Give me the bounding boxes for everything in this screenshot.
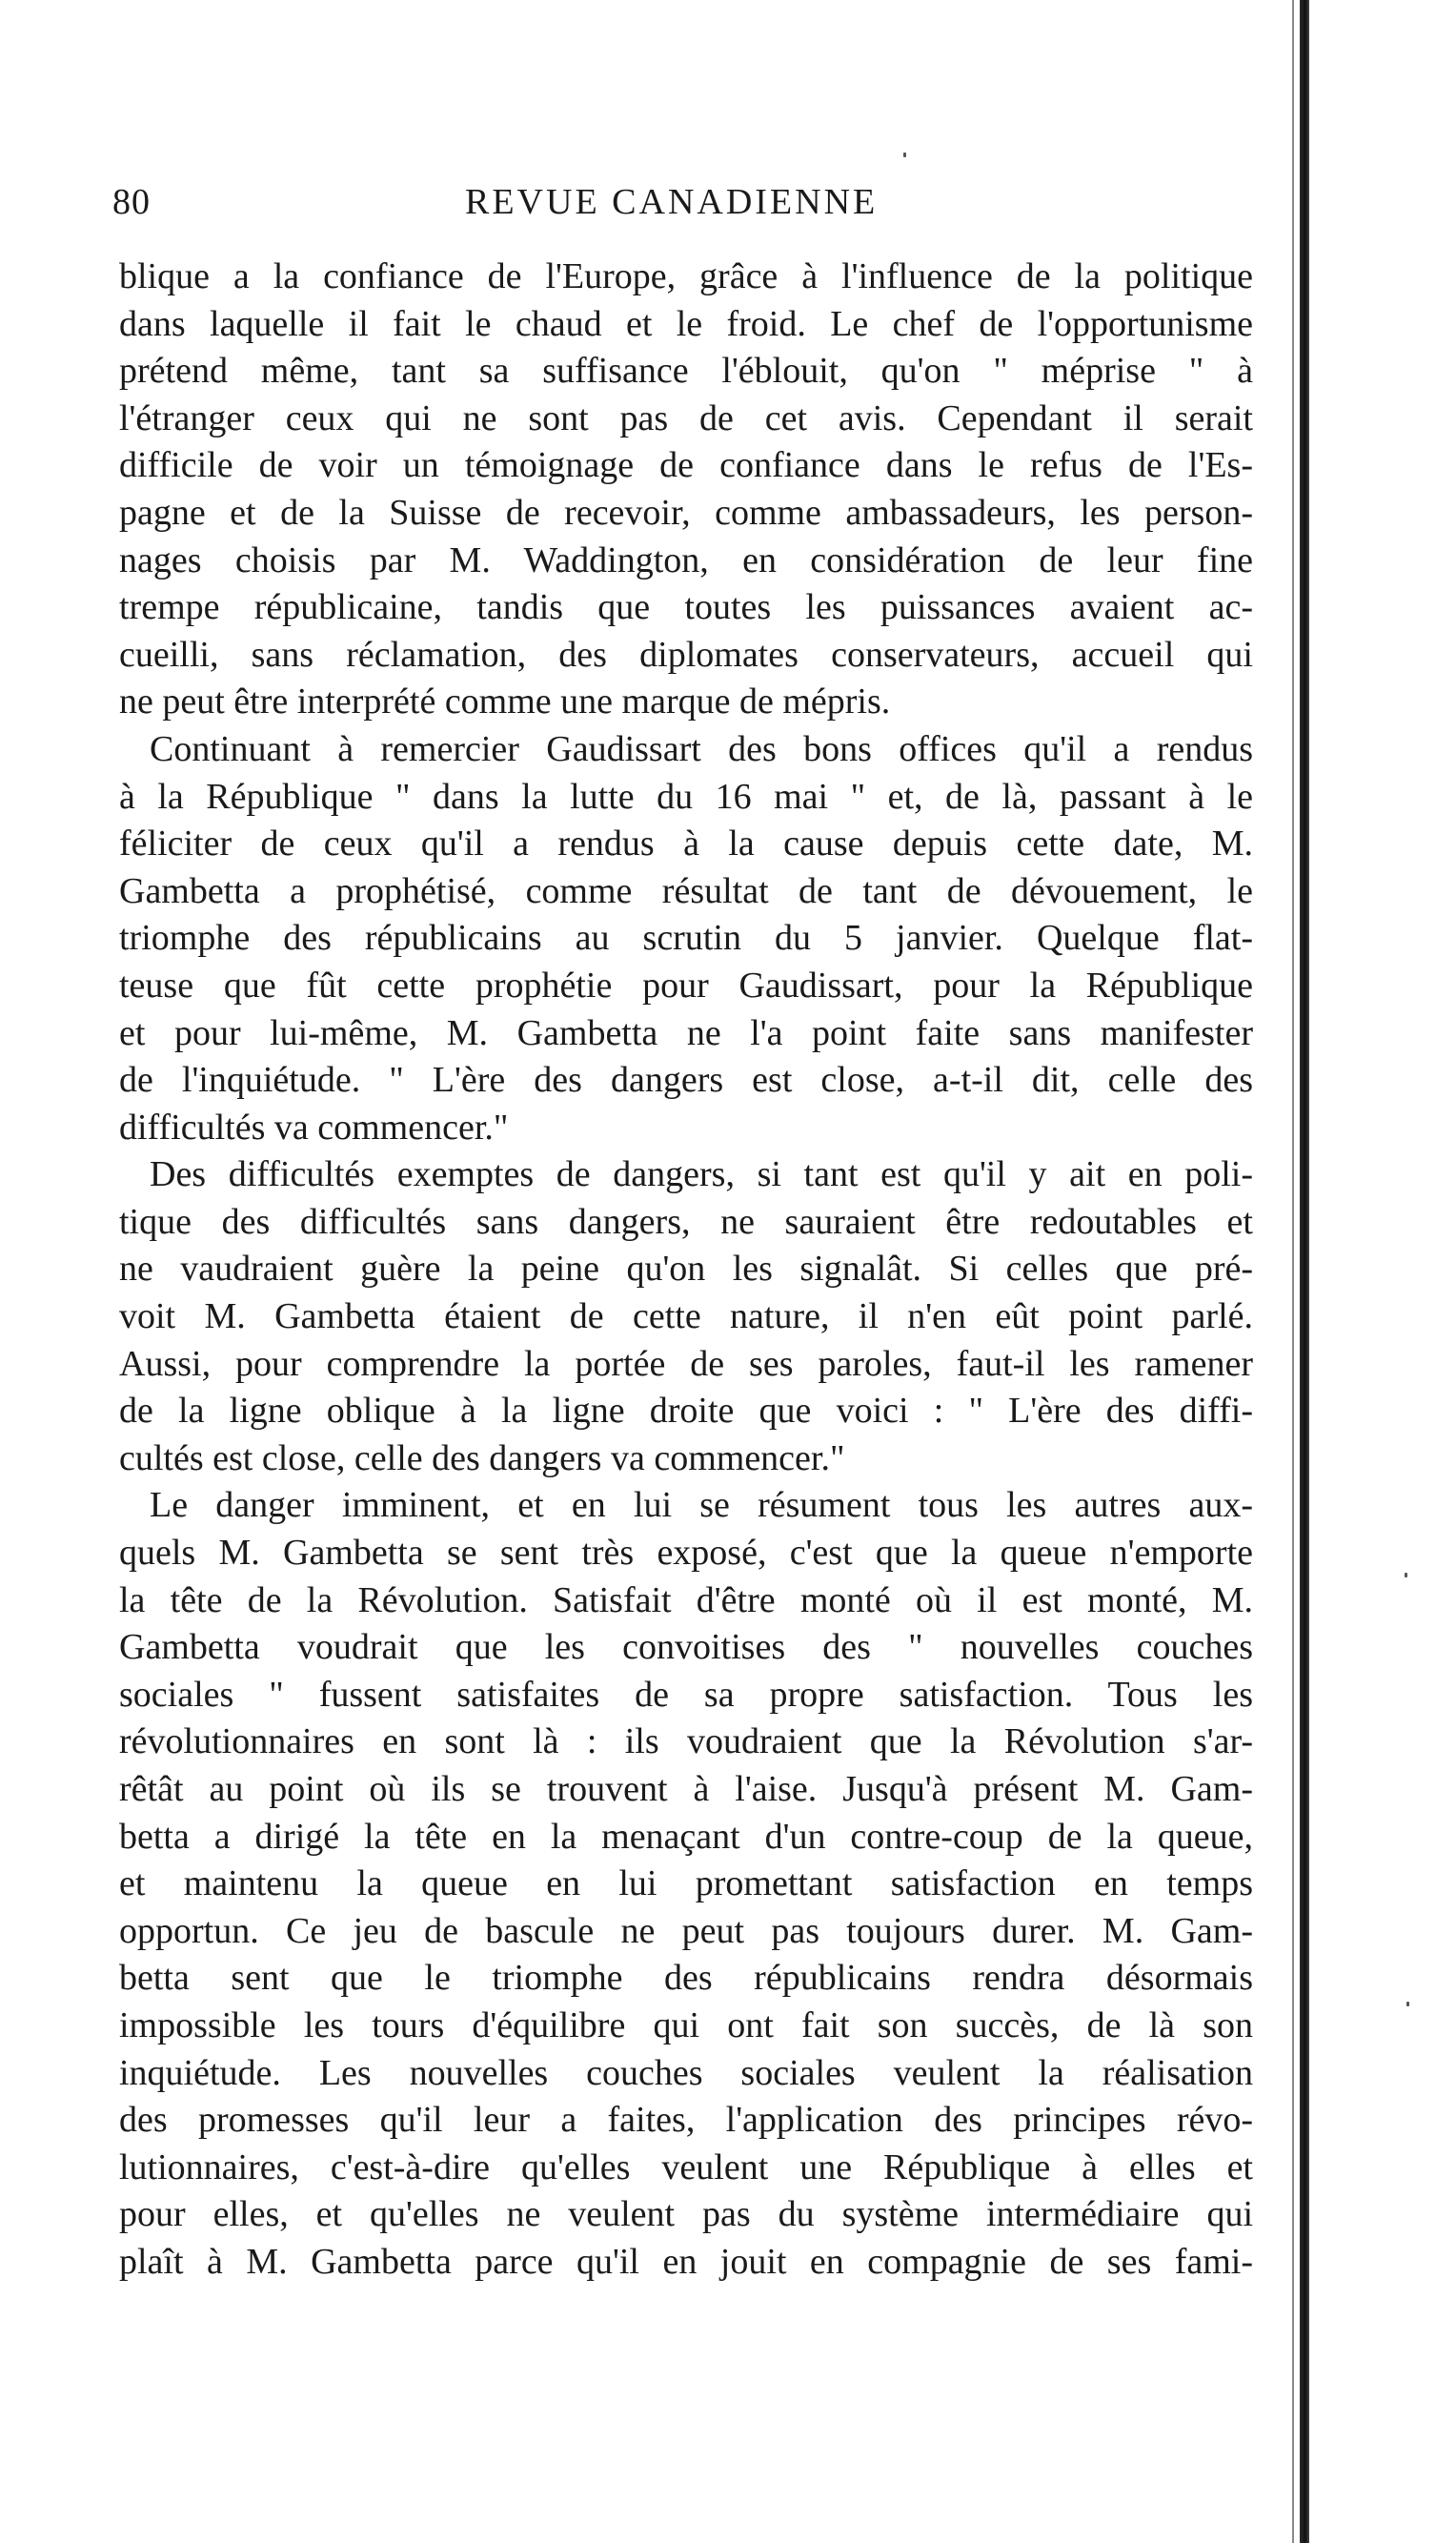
text-line: Gambetta voudrait que les convoitises des " nouvelles couches bbox=[119, 1627, 1253, 1668]
text-line: voit M. Gambetta étaient de cette nature, il n'en eût point parlé. bbox=[119, 1296, 1253, 1337]
text-line: blique a la confiance de l'Europe, grâce à l'influence de la politique bbox=[119, 256, 1253, 296]
text-line: et pour lui-même, M. Gambetta ne l'a point faite sans manifester bbox=[119, 1012, 1253, 1053]
page-binding-edge bbox=[1300, 0, 1309, 2543]
ink-speck bbox=[1406, 2002, 1409, 2006]
running-head bbox=[112, 181, 1246, 238]
text-line: la tête de la Révolution. Satisfait d'être monté où il est monté, M. bbox=[119, 1579, 1253, 1620]
text-line: plaît à M. Gambetta parce qu'il en jouit en compagnie de ses fami- bbox=[119, 2241, 1253, 2282]
text-line: quels M. Gambetta se sent très exposé, c'est que la queue n'emporte bbox=[119, 1533, 1253, 1574]
text-line: Des difficultés exemptes de dangers, si tant est qu'il y ait en poli- bbox=[150, 1154, 1253, 1195]
text-line: inquiétude. Les nouvelles couches sociales veulent la réalisation bbox=[119, 2052, 1253, 2093]
text-line: ne vaudraient guère la peine qu'on les signalât. Si celles que pré- bbox=[119, 1249, 1253, 1290]
text-line: de l'inquiétude. " L'ère des dangers est close, a-t-il dit, celle des bbox=[119, 1060, 1253, 1101]
text-line: triomphe des républicains au scrutin du 5 janvier. Quelque flat- bbox=[119, 918, 1253, 959]
text-line: à la République " dans la lutte du 16 mai " et, de là, passant à le bbox=[119, 776, 1253, 817]
ink-speck bbox=[1405, 1573, 1407, 1577]
text-line: nages choisis par M. Waddington, en considération de leur fine bbox=[119, 539, 1253, 580]
journal-title: REVUE CANADIENNE bbox=[465, 182, 879, 222]
page-edge-shadow bbox=[1292, 0, 1294, 2543]
text-line: betta sent que le triomphe des républicains rendra désormais bbox=[119, 1958, 1253, 1999]
text-line: Le danger imminent, et en lui se résument tous les autres aux- bbox=[150, 1485, 1253, 1526]
text-line: Aussi, pour comprendre la portée de ses paroles, faut-il les ramener bbox=[119, 1343, 1253, 1384]
text-line: cultés est close, celle des dangers va commencer." bbox=[119, 1437, 845, 1478]
text-line: féliciter de ceux qu'il a rendus à la cause depuis cette date, M. bbox=[119, 824, 1253, 865]
text-line: difficultés va commencer." bbox=[119, 1107, 509, 1148]
text-line: dans laquelle il fait le chaud et le froid. Le chef de l'opportunisme bbox=[119, 303, 1253, 344]
text-line: tique des difficultés sans dangers, ne sauraient être redoutables et bbox=[119, 1201, 1253, 1242]
text-line: de la ligne oblique à la ligne droite que voici : " L'ère des diffi- bbox=[119, 1391, 1253, 1432]
text-line: des promesses qu'il leur a faites, l'application des principes révo- bbox=[119, 2100, 1253, 2141]
text-line: Gambetta a prophétisé, comme résultat de tant de dévouement, le bbox=[119, 870, 1253, 911]
text-line: et maintenu la queue en lui promettant satisfaction en temps bbox=[119, 1863, 1253, 1904]
text-line: Continuant à remercier Gaudissart des bons offices qu'il a rendus bbox=[150, 728, 1253, 769]
text-line: teuse que fût cette prophétie pour Gaudissart, pour la République bbox=[119, 965, 1253, 1006]
text-line: pour elles, et qu'elles ne veulent pas du système intermédiaire qui bbox=[119, 2194, 1253, 2235]
text-line: impossible les tours d'équilibre qui ont fait son succès, de là son bbox=[119, 2004, 1253, 2045]
text-line: rêtât au point où ils se trouvent à l'aise. Jusqu'à présent M. Gam- bbox=[119, 1769, 1253, 1809]
text-line: pagne et de la Suisse de recevoir, comme ambassadeurs, les person- bbox=[119, 492, 1253, 533]
text-line: difficile de voir un témoignage de confiance dans le refus de l'Es- bbox=[119, 445, 1253, 486]
text-line: cueilli, sans réclamation, des diplomates conservateurs, accueil qui bbox=[119, 634, 1253, 675]
body-text bbox=[119, 254, 1253, 2287]
text-line: ne peut être interprété comme une marque de mépris. bbox=[119, 682, 891, 722]
text-line: trempe républicaine, tandis que toutes les puissances avaient ac- bbox=[119, 587, 1253, 628]
text-line: lutionnaires, c'est-à-dire qu'elles veulent une République à elles et bbox=[119, 2146, 1253, 2187]
text-line: sociales " fussent satisfaites de sa propre satisfaction. Tous les bbox=[119, 1674, 1253, 1715]
text-line: opportun. Ce jeu de bascule ne peut pas toujours durer. M. Gam- bbox=[119, 1910, 1253, 1951]
ink-speck bbox=[903, 153, 906, 157]
text-line: révolutionnaires en sont là : ils voudraient que la Révolution s'ar- bbox=[119, 1721, 1253, 1762]
text-line: betta a dirigé la tête en la menaçant d'un contre-coup de la queue, bbox=[119, 1816, 1253, 1857]
page-number: 80 bbox=[112, 182, 151, 222]
text-line: l'étranger ceux qui ne sont pas de cet avis. Cependant il serait bbox=[119, 397, 1253, 438]
text-line: prétend même, tant sa suffisance l'éblouit, qu'on " méprise " à bbox=[119, 351, 1253, 392]
